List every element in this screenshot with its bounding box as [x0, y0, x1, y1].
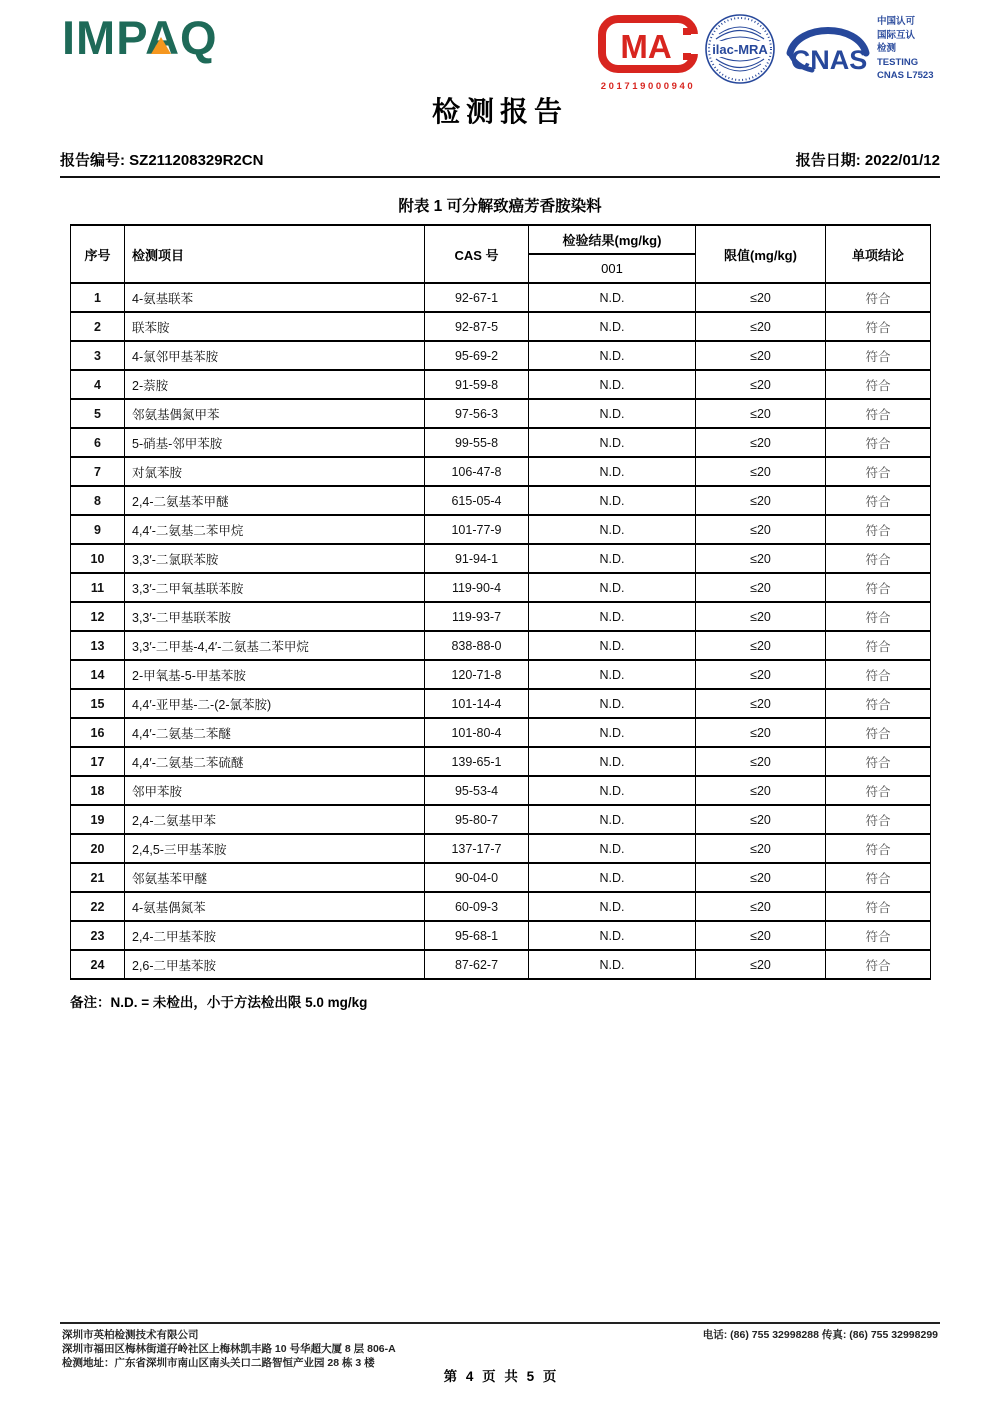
row-test-item: 3,3′-二甲基联苯胺	[125, 602, 425, 631]
row-cas-number: 119-93-7	[425, 602, 529, 631]
row-result: N.D.	[529, 834, 696, 863]
row-limit: ≤20	[696, 921, 826, 950]
row-cas-number: 60-09-3	[425, 892, 529, 921]
row-conclusion: 符合	[826, 805, 931, 834]
row-limit: ≤20	[696, 370, 826, 399]
table-row	[71, 834, 931, 863]
row-cas-number: 119-90-4	[425, 573, 529, 602]
row-test-item: 对氯苯胺	[125, 457, 425, 486]
row-conclusion: 符合	[826, 457, 931, 486]
row-no: 11	[71, 573, 125, 602]
row-test-item: 2,4,5-三甲基苯胺	[125, 834, 425, 863]
row-cas-number: 120-71-8	[425, 660, 529, 689]
row-cas-number: 101-77-9	[425, 515, 529, 544]
row-conclusion: 符合	[826, 863, 931, 892]
row-result: N.D.	[529, 921, 696, 950]
row-no: 15	[71, 689, 125, 718]
row-conclusion: 符合	[826, 312, 931, 341]
col-header-cas: CAS 号	[425, 225, 529, 283]
row-conclusion: 符合	[826, 921, 931, 950]
row-conclusion: 符合	[826, 544, 931, 573]
row-conclusion: 符合	[826, 834, 931, 863]
row-cas-number: 95-68-1	[425, 921, 529, 950]
phone-fax: 电话: (86) 755 32998288 传真: (86) 755 32998299	[702, 1329, 938, 1341]
row-result: N.D.	[529, 747, 696, 776]
table-row	[71, 776, 931, 805]
row-conclusion: 符合	[826, 892, 931, 921]
table-row	[71, 341, 931, 370]
row-result: N.D.	[529, 283, 696, 312]
test-address: 检测地址：广东省深圳市南山区南头关口二路智恒产业园 28 栋 3 楼	[62, 1357, 375, 1369]
row-result: N.D.	[529, 341, 696, 370]
ilac-mra-seal	[703, 12, 777, 91]
row-no: 6	[71, 428, 125, 457]
row-conclusion: 符合	[826, 747, 931, 776]
table-row	[71, 718, 931, 747]
row-cas-number: 87-62-7	[425, 950, 529, 979]
row-test-item: 4,4′-二氨基二苯甲烷	[125, 515, 425, 544]
results-table-wrapper	[70, 224, 930, 980]
footer-divider	[60, 1322, 940, 1324]
row-limit: ≤20	[696, 660, 826, 689]
row-no: 18	[71, 776, 125, 805]
row-cas-number: 92-67-1	[425, 283, 529, 312]
row-test-item: 2,4-二氨基苯甲醚	[125, 486, 425, 515]
row-no: 19	[71, 805, 125, 834]
row-test-item: 3,3′-二甲基-4,4′-二氨基二苯甲烷	[125, 631, 425, 660]
col-header-limit: 限值(mg/kg)	[696, 225, 826, 283]
row-test-item: 4-氯邻甲基苯胺	[125, 341, 425, 370]
row-test-item: 3,3′-二甲氧基联苯胺	[125, 573, 425, 602]
row-conclusion: 符合	[826, 718, 931, 747]
svg-text:CNAS: CNAS	[790, 45, 868, 75]
row-test-item: 4,4′-二氨基二苯硫醚	[125, 747, 425, 776]
row-test-item: 4-氨基联苯	[125, 283, 425, 312]
row-result: N.D.	[529, 399, 696, 428]
row-cas-number: 91-59-8	[425, 370, 529, 399]
row-cas-number: 615-05-4	[425, 486, 529, 515]
row-test-item: 2,4-二甲基苯胺	[125, 921, 425, 950]
table-row	[71, 747, 931, 776]
row-test-item: 4,4′-二氨基二苯醚	[125, 718, 425, 747]
row-result: N.D.	[529, 805, 696, 834]
row-no: 10	[71, 544, 125, 573]
results-tbody	[71, 283, 931, 979]
company-address: 深圳市福田区梅林街道孖岭社区上梅林凯丰路 10 号华超大厦 8 层 806-A	[62, 1343, 396, 1355]
row-conclusion: 符合	[826, 631, 931, 660]
certification-marks	[0, 0, 1000, 100]
col-header-item: 检测项目	[125, 225, 425, 283]
report-date-value: 2022/01/12	[864, 152, 940, 169]
row-no: 13	[71, 631, 125, 660]
row-cas-number: 838-88-0	[425, 631, 529, 660]
row-limit: ≤20	[696, 776, 826, 805]
row-cas-number: 101-80-4	[425, 718, 529, 747]
cma-icon	[597, 14, 699, 74]
row-conclusion: 符合	[826, 370, 931, 399]
row-result: N.D.	[529, 573, 696, 602]
row-test-item: 2,4-二氨基甲苯	[125, 805, 425, 834]
row-limit: ≤20	[696, 515, 826, 544]
row-no: 14	[71, 660, 125, 689]
row-limit: ≤20	[696, 283, 826, 312]
row-no: 21	[71, 863, 125, 892]
row-conclusion: 符合	[826, 776, 931, 805]
table-row	[71, 863, 931, 892]
results-table	[70, 224, 931, 980]
table-row	[71, 399, 931, 428]
row-result: N.D.	[529, 689, 696, 718]
table-row	[71, 921, 931, 950]
table-row	[71, 428, 931, 457]
row-cas-number: 91-94-1	[425, 544, 529, 573]
row-no: 4	[71, 370, 125, 399]
cnas-icon	[782, 17, 874, 77]
row-cas-number: 95-69-2	[425, 341, 529, 370]
col-header-no: 序号	[71, 225, 125, 283]
row-cas-number: 90-04-0	[425, 863, 529, 892]
table-row	[71, 660, 931, 689]
ilac-mra-icon	[703, 12, 777, 86]
row-no: 22	[71, 892, 125, 921]
table-row	[71, 689, 931, 718]
row-no: 9	[71, 515, 125, 544]
row-limit: ≤20	[696, 486, 826, 515]
row-no: 1	[71, 283, 125, 312]
table-row	[71, 602, 931, 631]
row-result: N.D.	[529, 892, 696, 921]
report-number	[60, 149, 263, 170]
row-conclusion: 符合	[826, 399, 931, 428]
svg-text:ilac-MRA: ilac-MRA	[712, 42, 768, 57]
row-test-item: 邻氨基苯甲醚	[125, 863, 425, 892]
cma-number: 201719000940	[600, 81, 696, 92]
table-row	[71, 950, 931, 979]
row-no: 3	[71, 341, 125, 370]
row-limit: ≤20	[696, 341, 826, 370]
row-conclusion: 符合	[826, 341, 931, 370]
row-conclusion: 符合	[826, 283, 931, 312]
row-conclusion: 符合	[826, 950, 931, 979]
row-cas-number: 92-87-5	[425, 312, 529, 341]
row-limit: ≤20	[696, 805, 826, 834]
row-conclusion: 符合	[826, 486, 931, 515]
row-limit: ≤20	[696, 573, 826, 602]
cma-mark	[597, 14, 699, 92]
table-row	[71, 370, 931, 399]
row-cas-number: 101-14-4	[425, 689, 529, 718]
row-limit: ≤20	[696, 747, 826, 776]
row-cas-number: 95-53-4	[425, 776, 529, 805]
report-date-label: 报告日期:	[795, 152, 861, 169]
impaq-logo-text: IMPAQ	[62, 11, 218, 64]
row-cas-number: 97-56-3	[425, 399, 529, 428]
row-limit: ≤20	[696, 544, 826, 573]
svg-text:MA: MA	[620, 28, 672, 65]
cnas-mark	[782, 17, 874, 82]
col-header-sample-id: 001	[529, 254, 696, 283]
row-result: N.D.	[529, 428, 696, 457]
row-conclusion: 符合	[826, 689, 931, 718]
row-conclusion: 符合	[826, 573, 931, 602]
row-limit: ≤20	[696, 718, 826, 747]
row-no: 2	[71, 312, 125, 341]
row-test-item: 2-甲氧基-5-甲基苯胺	[125, 660, 425, 689]
table-row	[71, 457, 931, 486]
cnas-text-line: CNAS L7523	[877, 70, 934, 81]
row-limit: ≤20	[696, 602, 826, 631]
row-no: 5	[71, 399, 125, 428]
table-row	[71, 515, 931, 544]
row-limit: ≤20	[696, 892, 826, 921]
row-cas-number: 137-17-7	[425, 834, 529, 863]
row-result: N.D.	[529, 660, 696, 689]
row-no: 12	[71, 602, 125, 631]
report-meta-row	[60, 149, 940, 170]
row-result: N.D.	[529, 602, 696, 631]
table-title: 附表 1 可分解致癌芳香胺染料	[398, 198, 602, 215]
row-limit: ≤20	[696, 863, 826, 892]
cnas-text-line: TESTING	[877, 56, 919, 68]
row-no: 7	[71, 457, 125, 486]
table-row	[71, 805, 931, 834]
header-divider	[60, 176, 940, 178]
table-row	[71, 312, 931, 341]
row-test-item: 联苯胺	[125, 312, 425, 341]
row-limit: ≤20	[696, 428, 826, 457]
table-row	[71, 283, 931, 312]
row-conclusion: 符合	[826, 660, 931, 689]
page-number: 第 4 页 共 5 页	[443, 1369, 557, 1384]
remark-note: 备注：N.D. = 未检出，小于方法检出限 5.0 mg/kg	[70, 995, 368, 1010]
row-test-item: 4-氨基偶氮苯	[125, 892, 425, 921]
row-no: 16	[71, 718, 125, 747]
row-result: N.D.	[529, 776, 696, 805]
row-result: N.D.	[529, 515, 696, 544]
row-result: N.D.	[529, 544, 696, 573]
col-header-conclusion: 单项结论	[826, 225, 931, 283]
row-test-item: 4,4′-亚甲基-二-(2-氯苯胺)	[125, 689, 425, 718]
row-conclusion: 符合	[826, 428, 931, 457]
row-result: N.D.	[529, 718, 696, 747]
table-row	[71, 892, 931, 921]
company-name: 深圳市英柏检测技术有限公司	[62, 1329, 199, 1341]
row-result: N.D.	[529, 457, 696, 486]
row-limit: ≤20	[696, 457, 826, 486]
row-no: 24	[71, 950, 125, 979]
row-result: N.D.	[529, 370, 696, 399]
row-result: N.D.	[529, 486, 696, 515]
row-limit: ≤20	[696, 312, 826, 341]
row-cas-number: 106-47-8	[425, 457, 529, 486]
row-test-item: 5-硝基-邻甲苯胺	[125, 428, 425, 457]
row-result: N.D.	[529, 950, 696, 979]
cnas-text-line: 检测	[877, 43, 897, 54]
row-result: N.D.	[529, 863, 696, 892]
row-conclusion: 符合	[826, 602, 931, 631]
row-no: 8	[71, 486, 125, 515]
row-result: N.D.	[529, 631, 696, 660]
report-date	[796, 149, 940, 170]
table-row	[71, 631, 931, 660]
row-cas-number: 99-55-8	[425, 428, 529, 457]
report-number-value: SZ211208329R2CN	[129, 152, 264, 169]
col-header-result: 检验结果(mg/kg)	[529, 225, 696, 254]
row-conclusion: 符合	[826, 515, 931, 544]
row-test-item: 邻甲苯胺	[125, 776, 425, 805]
row-test-item: 2,6-二甲基苯胺	[125, 950, 425, 979]
row-test-item: 3,3′-二氯联苯胺	[125, 544, 425, 573]
row-limit: ≤20	[696, 399, 826, 428]
row-limit: ≤20	[696, 950, 826, 979]
document-title: 检测报告	[431, 96, 568, 127]
row-limit: ≤20	[696, 689, 826, 718]
row-limit: ≤20	[696, 834, 826, 863]
cnas-text-line: 中国认可	[877, 16, 916, 27]
row-test-item: 邻氨基偶氮甲苯	[125, 399, 425, 428]
row-no: 17	[71, 747, 125, 776]
row-cas-number: 139-65-1	[425, 747, 529, 776]
report-number-label: 报告编号:	[60, 152, 125, 169]
row-test-item: 2-萘胺	[125, 370, 425, 399]
table-row	[71, 486, 931, 515]
cnas-text-line: 国际互认	[877, 29, 916, 41]
footer-line-1	[62, 1327, 938, 1342]
row-no: 23	[71, 921, 125, 950]
row-cas-number: 95-80-7	[425, 805, 529, 834]
row-limit: ≤20	[696, 631, 826, 660]
row-no: 20	[71, 834, 125, 863]
cnas-accreditation-text	[877, 15, 934, 83]
row-result: N.D.	[529, 312, 696, 341]
table-row	[71, 573, 931, 602]
table-row	[71, 544, 931, 573]
